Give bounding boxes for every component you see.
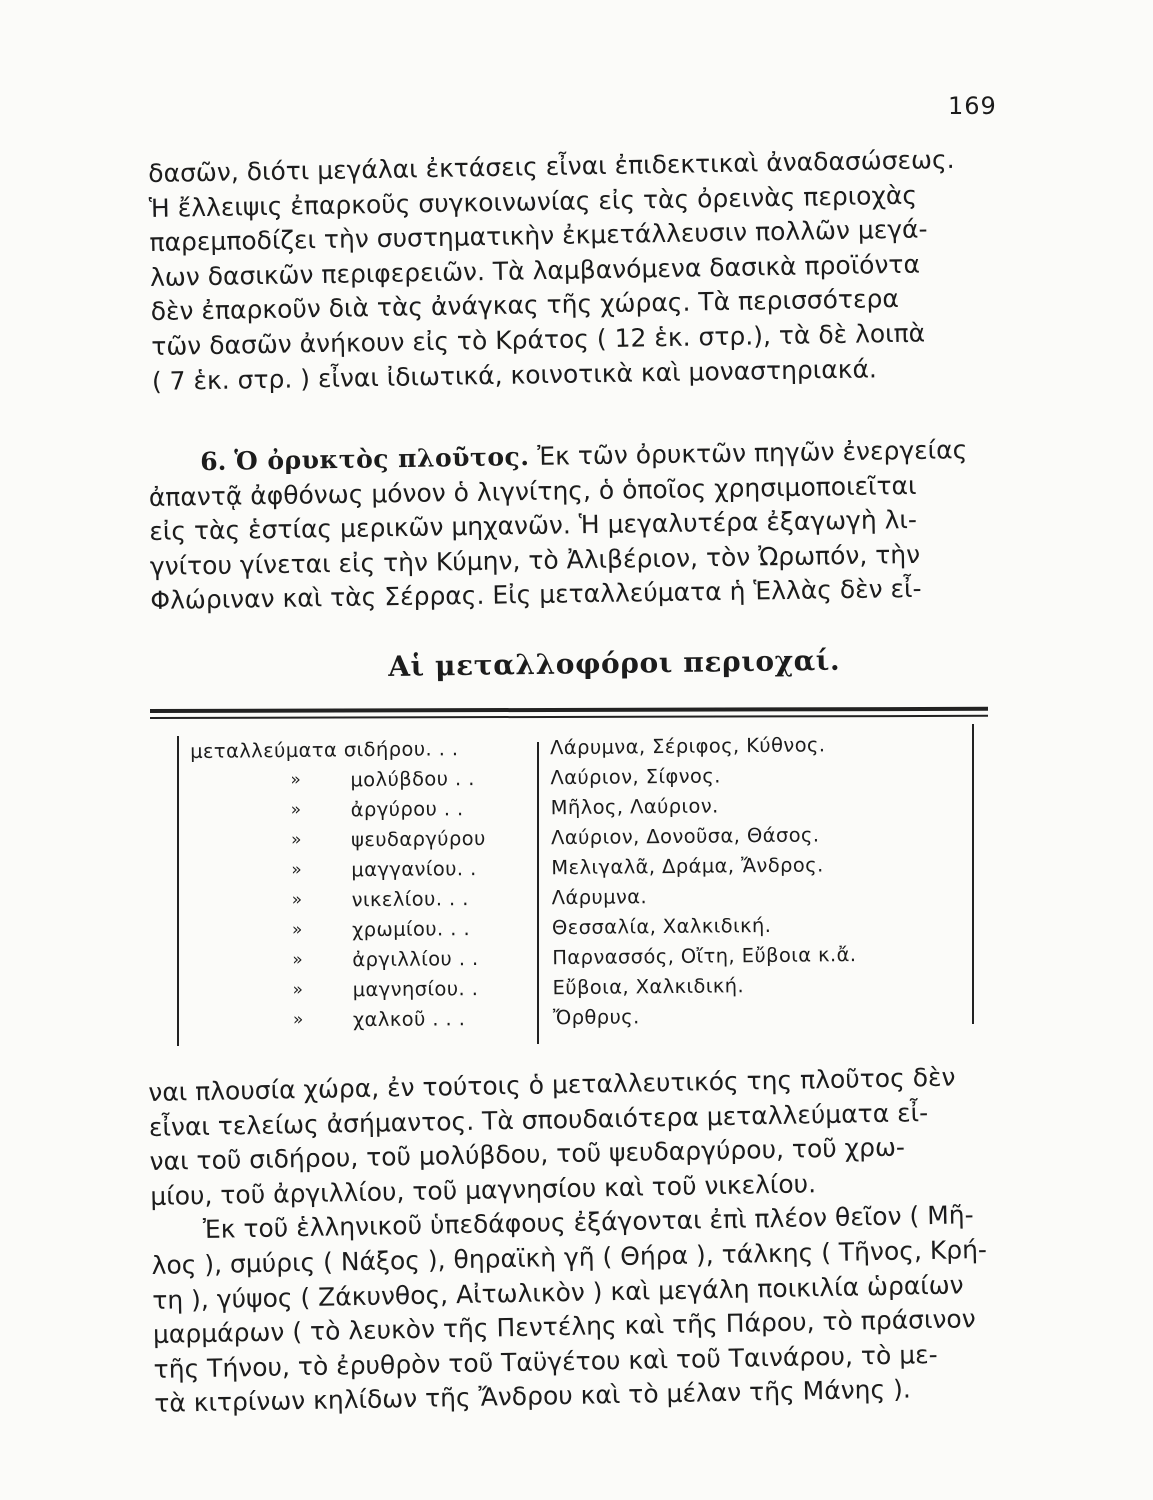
text-line: τῆς Τήνου, τὸ ἐρυθρὸν τοῦ Ταϋγέτου καὶ τοῦ Ταινάρου, τὸ με- [153, 1339, 938, 1384]
text-line: ναι τοῦ σιδήρου, τοῦ μολύβδου, τοῦ ψευδαργύρου, τοῦ χρω- [149, 1132, 906, 1177]
locations-cell: Παρνασσός, Οἴτη, Εὔβοια κ.ἄ. [552, 943, 857, 970]
text-line: Ἡ ἔλλειψις ἐπαρκοῦς συγκοινωνίας εἰς τὰς ὀρεινὰς περιοχὰς [148, 180, 918, 223]
ditto-mark: » [290, 829, 302, 850]
locations-cell: Θεσσαλία, Χαλκιδική. [551, 913, 772, 940]
table-title: Αἱ μεταλλοφόροι περιοχαί. [388, 643, 841, 683]
locations-cell: Λαύριον, Σίφνος. [550, 764, 721, 790]
text-line: δασῶν, διότι μεγάλαι ἐκτάσεις εἶναι ἐπιδεκτικαὶ ἀναδασώσεως. [148, 144, 955, 188]
text-line: παρεμποδίζει τὴν συστηματικὴν ἐκμετάλλευσιν πολλῶν μεγά- [149, 214, 928, 258]
table-top-rule-thin [150, 715, 988, 719]
paragraph-mineral-exports [148, 1059, 1024, 1422]
mineral-cell: μαγγανίου. . [351, 857, 477, 882]
ditto-mark: » [290, 799, 302, 820]
text-line: Ἐκ τοῦ ἑλληνικοῦ ὑπεδάφους ἐξάγονται ἐπὶ πλέον θεῖον ( Μῆ- [202, 1200, 974, 1245]
locations-cell: Λάρυμνα, Σέριφος, Κύθνος. [549, 733, 826, 760]
locations-cell: Εὔβοια, Χαλκιδική. [552, 974, 745, 1000]
ditto-mark: » [292, 949, 304, 970]
mineral-cell: χρωμίου. . . [351, 917, 471, 942]
section-title: Ὁ ὀρυκτὸς πλοῦτος. [234, 442, 530, 476]
text-line: ναι πλουσία χώρα, ἐν τούτοις ὁ μεταλλευτικός της πλοῦτος δὲν [148, 1062, 956, 1107]
ditto-mark: » [291, 889, 303, 910]
mineral-cell: μαγνησίου. . [352, 976, 479, 1002]
text-line: μαρμάρων ( τὸ λευκὸν τῆς Πεντέλης καὶ τῆς Πάρου, τὸ πράσινον [152, 1304, 976, 1350]
locations-cell: Λάρυμνα. [551, 885, 648, 910]
mineral-cell: μεταλλεύματα σιδήρου. . . [190, 737, 459, 763]
mineral-cell: ἀργιλλίου . . [352, 946, 479, 972]
ditto-mark: » [292, 979, 304, 1000]
text-line: δὲν ἐπαρκοῦν διὰ τὰς ἀνάγκας τῆς χώρας. Τὰ περισσότερα [150, 284, 900, 327]
text-line: εἰς τὰς ἑστίας μερικῶν μηχανῶν. Ἡ μεγαλυτέρα ἐξαγωγὴ λι- [149, 505, 918, 547]
locations-cell: Λαύριον, Δονοῦσα, Θάσος. [550, 823, 820, 850]
ditto-mark: » [290, 769, 302, 790]
text-line: Φλώριναν καὶ τὰς Σέρρας. Εἰς μεταλλεύματα ἡ Ἑλλὰς δὲν εἶ- [150, 574, 922, 616]
mineral-cell: ἀργύρου . . [350, 797, 464, 822]
table-left-border [177, 736, 179, 1046]
text-line: τη ), γύψος ( Ζάκυνθος, Αἰτωλικὸν ) καὶ μεγάλη ποικιλία ὡραίων [152, 1269, 964, 1315]
text-line: εἶναι τελείως ἀσήμαντος. Τὰ σπουδαιότερα μεταλλεύματα εἶ- [148, 1097, 929, 1142]
ditto-mark: » [292, 1009, 304, 1030]
locations-cell: Ὄρθρυς. [552, 1005, 640, 1030]
mineral-cell: νικελίου. . . [351, 887, 469, 912]
text-line: τὰ κιτρίνων κηλίδων τῆς Ἄνδρου καὶ τὸ μέλαν τῆς Μάνης ). [154, 1374, 912, 1419]
text-line: λος ), σμύρις ( Νάξος ), θηραϊκὴ γῆ ( Θήρα ), τάλκης ( Τῆνος, Κρή- [151, 1234, 988, 1280]
ditto-mark: » [291, 859, 303, 880]
ditto-mark: » [291, 919, 303, 940]
text-line: γνίτου γίνεται εἰς τὴν Κύμην, τὸ Ἀλιβέριον, τὸν Ὠρωπόν, τὴν [149, 539, 921, 581]
mineral-cell: χαλκοῦ . . . [352, 1007, 466, 1032]
mineral-cell: ψευδαργύρου [350, 826, 486, 852]
page-number: 169 [948, 92, 997, 120]
section-mineral-wealth [148, 432, 1021, 619]
mining-regions-table [190, 732, 973, 1040]
text-line: ( 7 ἑκ. στρ. ) εἶναι ἰδιωτικά, κοινοτικὰ καὶ μοναστηριακά. [151, 353, 878, 396]
locations-cell: Μῆλος, Λαύριον. [550, 794, 719, 820]
text-line: ἀπαντᾷ ἀφθόνως μόνον ὁ λιγνίτης, ὁ ὁποῖος χρησιμοποιεῖται [148, 470, 917, 512]
text-fragment: Ἐκ τῶν ὀρυκτῶν πηγῶν ἐνεργείας [537, 435, 968, 471]
text-line: τῶν δασῶν ἀνήκουν εἰς τὸ Κράτος ( 12 ἑκ. στρ.), τὰ δὲ λοιπὰ [151, 318, 926, 361]
locations-cell: Μελιγαλᾶ, Δράμα, Ἄνδρος. [551, 853, 824, 880]
text-line: μίου, τοῦ ἀργιλλίου, τοῦ μαγνησίου καὶ τοῦ νικελίου. [150, 1168, 817, 1211]
section-number: 6. [200, 446, 227, 477]
paragraph-forests [148, 142, 1022, 399]
mineral-cell: μολύβδου . . [350, 767, 475, 792]
text-line: λων δασικῶν περιφερειῶν. Τὰ λαμβανόμενα δασικὰ προϊόντα [149, 249, 921, 292]
table-top-rule [150, 707, 988, 713]
